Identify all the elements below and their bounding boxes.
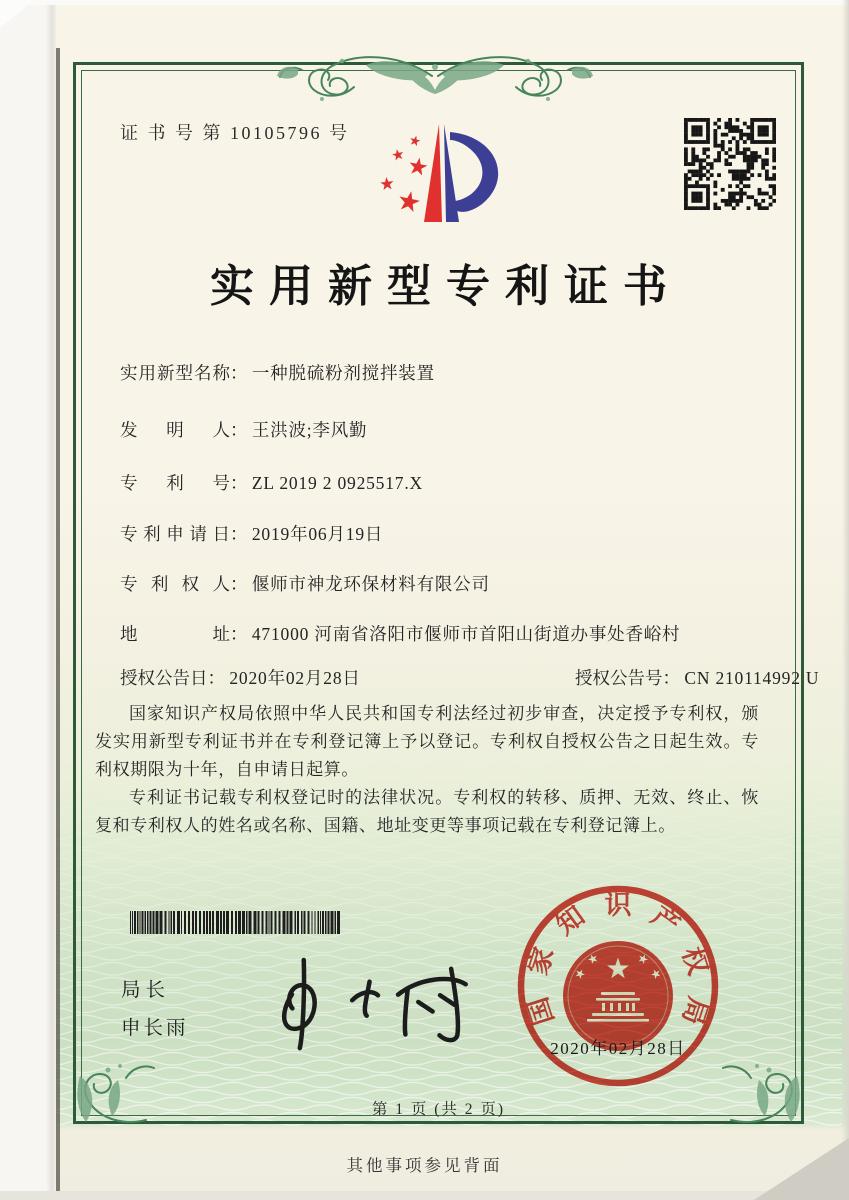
svg-text:局: 局 (676, 993, 714, 1029)
svg-text:家: 家 (522, 943, 560, 979)
colon: ： (230, 420, 248, 440)
field-value: 471000 河南省洛阳市偃师市首阳山街道办事处香峪村 (251, 624, 681, 644)
grant-number (575, 665, 819, 690)
back-side-note: 其他事项参见背面 (346, 1156, 503, 1175)
svg-text:产: 产 (645, 900, 686, 941)
field-value: 2019年06月19日 (251, 524, 384, 544)
svg-text:权: 权 (676, 943, 714, 979)
grant-date-label: 授权公告日 (120, 668, 208, 688)
barcode (130, 911, 344, 934)
svg-text:国: 国 (522, 993, 560, 1029)
svg-text:识: 识 (604, 890, 632, 920)
field-label: 专利号 (120, 473, 230, 493)
page-title: 实用新型专利证书 (210, 262, 682, 311)
scan-left-margin (0, 0, 56, 1200)
colon: ： (230, 524, 248, 544)
logo-stars (380, 134, 429, 212)
field-row-address (120, 621, 680, 646)
top-border-ornament (276, 40, 594, 112)
scan-right-shadow (842, 0, 849, 1200)
field-label: 实用新型名称 (120, 363, 230, 383)
cnipa-logo-icon (360, 112, 512, 236)
svg-text:知: 知 (550, 900, 591, 941)
director-title: 局长 (121, 980, 171, 1001)
colon: ： (230, 473, 248, 493)
legal-text (95, 700, 759, 840)
field-row-filing-date (120, 521, 383, 546)
certificate-number: 证 书 号 第 10105796 号 (120, 123, 350, 143)
director-signature (240, 935, 480, 1055)
colon: ： (662, 668, 680, 688)
field-label: 发明人 (120, 420, 230, 440)
paragraph-grant-statement: 国家知识产权局依照中华人民共和国专利法经过初步审查，决定授予专利权，颁发实用新型专利证书并在专利登记簿上予以登记。专利权自授权公告之日起生效。专利权期限为十年，自申请日起算。 (95, 704, 759, 779)
field-value: 偃师市神龙环保材料有限公司 (251, 574, 490, 594)
colon: ： (230, 574, 248, 594)
colon: ： (230, 624, 248, 644)
paragraph-register-statement: 专利证书记载专利权登记时的法律状况。专利权的转移、质押、无效、终止、恢复和专利权人的姓名或名称、国籍、地址变更等事项记载在专利登记簿上。 (95, 788, 759, 835)
field-value: ZL 2019 2 0925517.X (251, 473, 423, 493)
field-row-inventor (120, 417, 367, 442)
field-value: 一种脱硫粉剂搅拌装置 (251, 363, 435, 383)
director-name: 申长雨 (121, 1018, 189, 1039)
national-emblem-seal (512, 880, 724, 1092)
scan-page-edge-shadow (56, 48, 60, 1195)
colon: ： (230, 363, 248, 383)
grant-number-value: CN 210114992 U (684, 668, 820, 688)
colon: ： (207, 668, 225, 688)
page-number: 第 1 页 (共 2 页) (371, 1101, 506, 1118)
field-row-patentee (120, 571, 490, 596)
grant-row (120, 665, 820, 690)
grant-date-value: 2020年02月28日 (229, 668, 361, 688)
field-row-patent-no (120, 470, 423, 495)
field-label: 专利权人 (120, 574, 230, 594)
seal-date: 2020年02月28日 (550, 1039, 686, 1058)
scan-bottom-margin (0, 1191, 849, 1200)
scan-top-margin (0, 0, 849, 5)
field-value: 王洪波;李风勤 (251, 420, 368, 440)
field-label: 专利申请日 (120, 524, 230, 544)
field-label: 地址 (120, 624, 230, 644)
field-row-name (120, 360, 435, 385)
qr-code (684, 118, 776, 210)
grant-number-label: 授权公告号 (575, 668, 663, 688)
